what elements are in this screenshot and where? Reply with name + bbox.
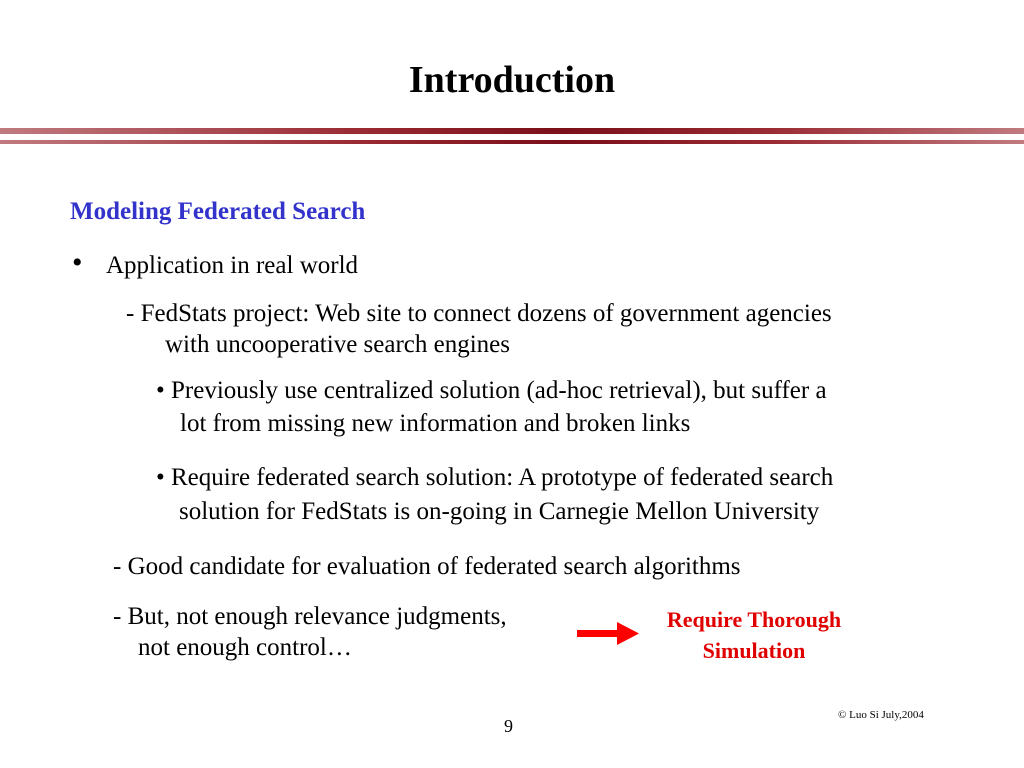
bullet-point-icon: •: [72, 246, 83, 279]
title-divider-bottom: [0, 140, 1024, 144]
callout-line-1: Require Thorough: [666, 607, 842, 632]
bullet-application: Application in real world: [106, 252, 359, 279]
right-arrow-icon: [577, 620, 639, 648]
good-candidate-line: - Good candidate for evaluation of federated search algorithms: [113, 553, 741, 580]
copyright-notice: © Luo Si July,2004: [838, 709, 924, 721]
title-divider-top: [0, 128, 1024, 134]
simulation-callout: [636, 604, 872, 666]
but-line-2: not enough control…: [138, 634, 352, 661]
but-line-1: - But, not enough relevance judgments,: [113, 603, 507, 630]
fedstats-line-1: - FedStats project: Web site to connect dozens of government agencies: [126, 300, 832, 327]
previously-line-2: lot from missing new information and broken links: [180, 410, 691, 437]
callout-line-2: Simulation: [702, 638, 806, 663]
page-number: 9: [504, 716, 513, 736]
require-line-2: solution for FedStats is on-going in Carnegie Mellon University: [179, 498, 820, 525]
previously-line-1: • Previously use centralized solution (ad-hoc retrieval), but suffer a: [156, 377, 827, 404]
slide-title: Introduction: [408, 59, 616, 101]
fedstats-line-2: with uncooperative search engines: [165, 331, 511, 358]
require-line-1: • Require federated search solution: A prototype of federated search: [156, 464, 834, 491]
section-subtitle: Modeling Federated Search: [70, 198, 366, 225]
